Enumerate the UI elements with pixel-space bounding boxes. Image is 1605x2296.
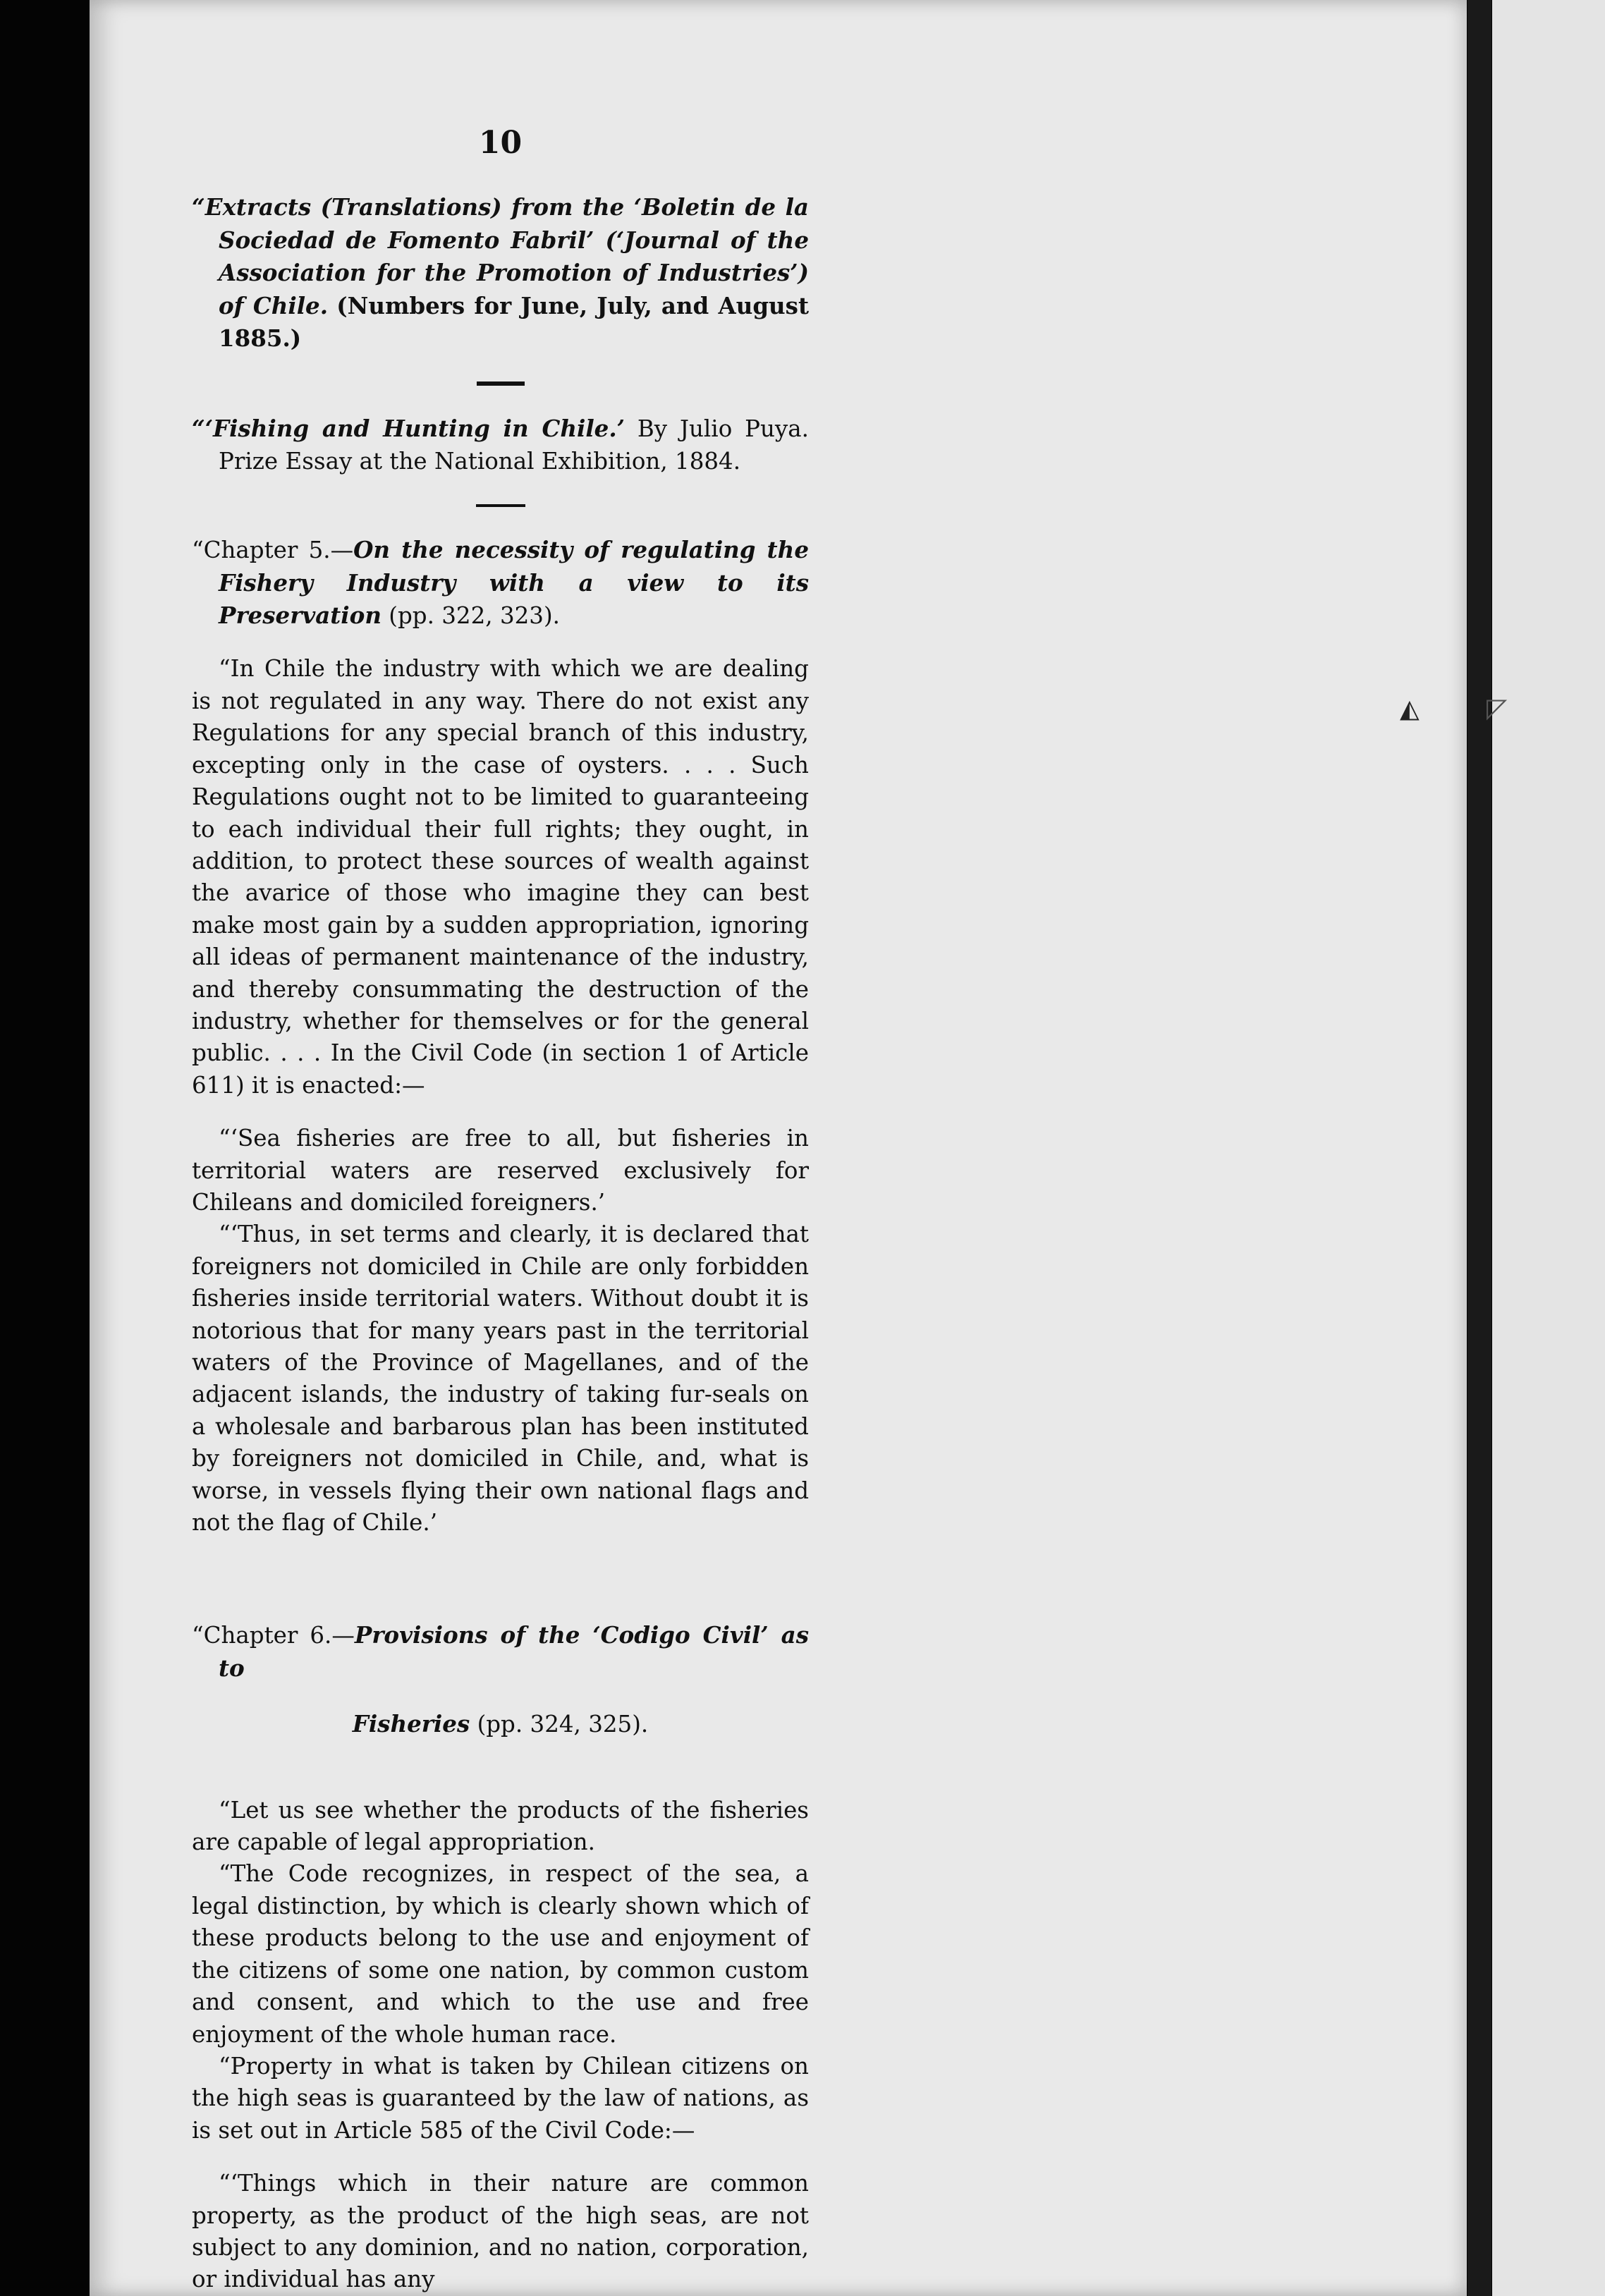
scan-mark: ◭ <box>1400 695 1420 723</box>
text-column <box>192 127 809 2296</box>
paragraph: “Let us see whether the products of the fisheries are capable of legal appropriation. <box>192 1796 809 1856</box>
section-rule <box>477 381 525 386</box>
chapter-6-title-cont: Fisheries <box>352 1709 470 1738</box>
essay-title <box>192 413 809 477</box>
chapter-6-heading <box>192 1619 809 1685</box>
essay-title-italic: “‘Fishing and Hunting in Chile.’ <box>192 415 625 443</box>
chapter-6-lead: “Chapter 6.— <box>192 1622 355 1649</box>
chapter-5-lead: “Chapter 5.— <box>192 537 354 564</box>
paragraph: “Property in what is taken by Chilean citizens on the high seas is guaranteed by the law of nations, as is set out in Article 585 of the Civil Code:— <box>192 2052 809 2144</box>
paragraph: “‘Thus, in set terms and clearly, it is declared that foreigners not domiciled in Chile are only forbidden fisheries inside territorial waters. Without doubt it is notorious that for many years past in the territorial waters of the Province of Magellanes, and of the adjacent islands, the industry of taking fur-seals on a wholesale and barbarous plan has been instituted by foreigners not domiciled in Chile, and, what is worse, in vessels flying their own national flags and not the flag of Chile.’ <box>192 1221 809 1537</box>
paragraph: “‘Things which in their nature are common property, as the product of the high seas, are not subject to any dominion, and no nation, corporation, or individual has any <box>192 2170 809 2293</box>
paragraph: “In Chile the industry with which we are dealing is not regulated in any way. There do not exist any Regulations for any special branch of this industry, excepting only in the case of oysters. . . . Such Regulations ought not to be limited to guaranteeing to each individual their full rights; they ought, in addition, to protect these sources of wealth against the avarice of those who imagine they can best make most gain by a sudden appropriation, ignoring all ideas of permanent maintenance of the industry, and thereby consummating the destruction of the industry, whether for themselves or for the general public. . . . In the Civil Code (in section 1 of Article 611) it is enacted:— <box>192 655 809 1099</box>
scan-mark: ◸ <box>1487 692 1508 723</box>
paragraph: “‘Sea fisheries are free to all, but fisheries in territorial waters are reserved exclusively for Chileans and domiciled foreigners.’ <box>192 1125 809 1216</box>
chapter-5-pages: (pp. 322, 323). <box>389 602 560 630</box>
paragraph: “The Code recognizes, in respect of the sea, a legal distinction, by which is clearly shown which of these products belong to the use and enjoyment of the citizens of some one nation, by common custom and consent, and which to the use and free enjoyment of the whole human race. <box>192 1860 809 2048</box>
essay-author: By Julio Puya. Prize Essay at the National Exhibition, 1884. <box>219 415 809 475</box>
page-number: 10 <box>478 125 523 161</box>
section-rule <box>476 504 525 507</box>
extracts-heading <box>192 191 809 355</box>
chapter-6-subline <box>192 1708 809 1740</box>
chapter-5-heading <box>192 534 809 632</box>
chapter-5-title: On the necessity of regulating the Fishery Industry with a view to its Preservation <box>219 536 809 630</box>
chapter-6-title: Provisions of the ‘Codigo Civil’ as to <box>219 1621 809 1682</box>
extracts-heading-italic: “Extracts (Translations) from the ‘Boletin de la Sociedad de Fomento Fabril’ (‘Journal of the Association for the Promotion of Industries’) of Chile. <box>192 193 809 319</box>
page-right-edge <box>1492 0 1605 2296</box>
chapter-6-pages: (pp. 324, 325). <box>477 1710 649 1738</box>
page-gutter-line <box>1467 0 1491 2296</box>
extracts-heading-dates: (Numbers for June, July, and August 1885.) <box>219 291 809 353</box>
